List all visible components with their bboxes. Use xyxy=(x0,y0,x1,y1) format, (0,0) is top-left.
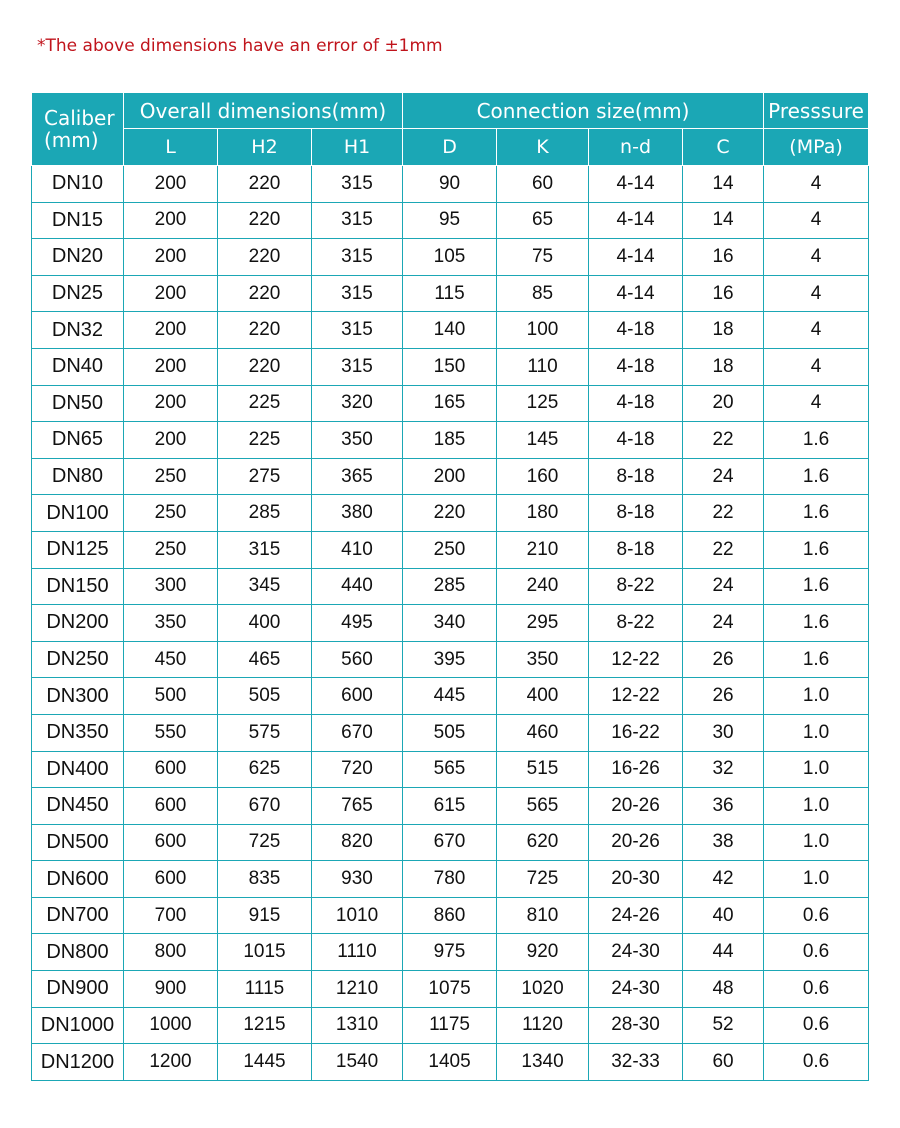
cell-l: 500 xyxy=(124,678,218,715)
cell-d: 615 xyxy=(403,788,497,825)
cell-c: 14 xyxy=(683,202,764,239)
cell-k: 460 xyxy=(497,714,589,751)
cell-h2: 220 xyxy=(218,239,312,276)
cell-n-d: 4-18 xyxy=(589,422,683,459)
cell-k: 85 xyxy=(497,275,589,312)
cell-h2: 220 xyxy=(218,166,312,203)
cell-d: 200 xyxy=(403,458,497,495)
cell-l: 600 xyxy=(124,861,218,898)
cell-n-d: 20-26 xyxy=(589,788,683,825)
col-header-h1: H1 xyxy=(312,129,403,166)
cell-n-d: 32-33 xyxy=(589,1044,683,1081)
cell-l: 800 xyxy=(124,934,218,971)
table-row xyxy=(32,275,869,312)
cell-d: 250 xyxy=(403,531,497,568)
cell-h1: 1210 xyxy=(312,971,403,1008)
cell-l: 450 xyxy=(124,641,218,678)
cell-k: 725 xyxy=(497,861,589,898)
cell-k: 145 xyxy=(497,422,589,459)
cell-h1: 1110 xyxy=(312,934,403,971)
cell-pressure: 4 xyxy=(764,348,869,385)
cell-caliber: DN150 xyxy=(32,568,124,605)
cell-l: 250 xyxy=(124,458,218,495)
caliber-header: Caliber (mm) xyxy=(32,93,124,166)
cell-d: 185 xyxy=(403,422,497,459)
cell-k: 1120 xyxy=(497,1007,589,1044)
pressure-unit-header: (MPa) xyxy=(764,129,869,166)
cell-l: 900 xyxy=(124,971,218,1008)
cell-caliber: DN200 xyxy=(32,605,124,642)
cell-n-d: 28-30 xyxy=(589,1007,683,1044)
cell-k: 810 xyxy=(497,897,589,934)
cell-k: 100 xyxy=(497,312,589,349)
table-row xyxy=(32,312,869,349)
cell-h2: 575 xyxy=(218,714,312,751)
cell-k: 210 xyxy=(497,531,589,568)
cell-n-d: 8-18 xyxy=(589,531,683,568)
table-row xyxy=(32,751,869,788)
table-row xyxy=(32,166,869,203)
cell-pressure: 1.0 xyxy=(764,751,869,788)
cell-k: 920 xyxy=(497,934,589,971)
cell-n-d: 4-18 xyxy=(589,312,683,349)
cell-c: 24 xyxy=(683,605,764,642)
col-header-l: L xyxy=(124,129,218,166)
cell-c: 18 xyxy=(683,348,764,385)
cell-n-d: 20-26 xyxy=(589,824,683,861)
col-header-n-d: n-d xyxy=(589,129,683,166)
cell-n-d: 4-18 xyxy=(589,348,683,385)
cell-caliber: DN1000 xyxy=(32,1007,124,1044)
cell-h2: 220 xyxy=(218,348,312,385)
cell-c: 18 xyxy=(683,312,764,349)
cell-l: 200 xyxy=(124,239,218,276)
cell-c: 44 xyxy=(683,934,764,971)
cell-h1: 670 xyxy=(312,714,403,751)
cell-pressure: 0.6 xyxy=(764,1044,869,1081)
table-row xyxy=(32,934,869,971)
cell-d: 670 xyxy=(403,824,497,861)
cell-c: 24 xyxy=(683,568,764,605)
cell-h2: 505 xyxy=(218,678,312,715)
cell-pressure: 4 xyxy=(764,275,869,312)
cell-c: 22 xyxy=(683,422,764,459)
cell-h1: 930 xyxy=(312,861,403,898)
dimension-table xyxy=(31,92,869,1081)
cell-h1: 380 xyxy=(312,495,403,532)
cell-h1: 560 xyxy=(312,641,403,678)
cell-l: 700 xyxy=(124,897,218,934)
cell-pressure: 1.0 xyxy=(764,678,869,715)
table-row xyxy=(32,897,869,934)
cell-c: 32 xyxy=(683,751,764,788)
cell-caliber: DN32 xyxy=(32,312,124,349)
cell-d: 860 xyxy=(403,897,497,934)
cell-c: 52 xyxy=(683,1007,764,1044)
cell-caliber: DN400 xyxy=(32,751,124,788)
cell-k: 110 xyxy=(497,348,589,385)
table-row xyxy=(32,495,869,532)
cell-caliber: DN700 xyxy=(32,897,124,934)
cell-pressure: 0.6 xyxy=(764,971,869,1008)
cell-k: 180 xyxy=(497,495,589,532)
table-row xyxy=(32,348,869,385)
cell-l: 250 xyxy=(124,531,218,568)
error-note: *The above dimensions have an error of ±1mm xyxy=(37,36,443,56)
cell-pressure: 1.6 xyxy=(764,568,869,605)
cell-pressure: 1.0 xyxy=(764,714,869,751)
cell-l: 200 xyxy=(124,422,218,459)
cell-d: 340 xyxy=(403,605,497,642)
table-row xyxy=(32,641,869,678)
cell-caliber: DN500 xyxy=(32,824,124,861)
cell-d: 140 xyxy=(403,312,497,349)
cell-h2: 1015 xyxy=(218,934,312,971)
cell-h2: 220 xyxy=(218,312,312,349)
cell-pressure: 0.6 xyxy=(764,1007,869,1044)
cell-h2: 220 xyxy=(218,275,312,312)
cell-d: 395 xyxy=(403,641,497,678)
cell-pressure: 4 xyxy=(764,239,869,276)
cell-d: 90 xyxy=(403,166,497,203)
cell-k: 565 xyxy=(497,788,589,825)
cell-l: 200 xyxy=(124,166,218,203)
cell-h1: 315 xyxy=(312,239,403,276)
cell-k: 620 xyxy=(497,824,589,861)
cell-c: 26 xyxy=(683,641,764,678)
cell-pressure: 1.6 xyxy=(764,422,869,459)
cell-k: 125 xyxy=(497,385,589,422)
cell-l: 300 xyxy=(124,568,218,605)
table-row xyxy=(32,202,869,239)
cell-c: 60 xyxy=(683,1044,764,1081)
cell-k: 1340 xyxy=(497,1044,589,1081)
cell-l: 250 xyxy=(124,495,218,532)
cell-d: 780 xyxy=(403,861,497,898)
cell-h1: 315 xyxy=(312,348,403,385)
cell-k: 75 xyxy=(497,239,589,276)
cell-pressure: 0.6 xyxy=(764,897,869,934)
table-body xyxy=(32,166,869,1081)
cell-d: 150 xyxy=(403,348,497,385)
cell-caliber: DN20 xyxy=(32,239,124,276)
cell-d: 1405 xyxy=(403,1044,497,1081)
cell-h1: 765 xyxy=(312,788,403,825)
cell-l: 600 xyxy=(124,788,218,825)
cell-k: 240 xyxy=(497,568,589,605)
table-row xyxy=(32,239,869,276)
cell-h1: 1310 xyxy=(312,1007,403,1044)
cell-h2: 220 xyxy=(218,202,312,239)
cell-pressure: 1.6 xyxy=(764,605,869,642)
cell-n-d: 24-30 xyxy=(589,971,683,1008)
col-header-c: C xyxy=(683,129,764,166)
cell-n-d: 4-14 xyxy=(589,166,683,203)
cell-pressure: 4 xyxy=(764,166,869,203)
pressure-header: Presssure xyxy=(764,93,869,129)
table-row xyxy=(32,714,869,751)
col-header-h2: H2 xyxy=(218,129,312,166)
connection-size-header: Connection size(mm) xyxy=(403,93,764,129)
cell-h1: 1010 xyxy=(312,897,403,934)
cell-n-d: 8-22 xyxy=(589,605,683,642)
table-row xyxy=(32,861,869,898)
cell-k: 160 xyxy=(497,458,589,495)
cell-caliber: DN100 xyxy=(32,495,124,532)
cell-n-d: 4-14 xyxy=(589,275,683,312)
cell-d: 220 xyxy=(403,495,497,532)
cell-c: 30 xyxy=(683,714,764,751)
cell-d: 115 xyxy=(403,275,497,312)
cell-h1: 440 xyxy=(312,568,403,605)
cell-c: 42 xyxy=(683,861,764,898)
cell-h1: 495 xyxy=(312,605,403,642)
cell-caliber: DN15 xyxy=(32,202,124,239)
cell-l: 200 xyxy=(124,275,218,312)
cell-k: 400 xyxy=(497,678,589,715)
cell-h2: 835 xyxy=(218,861,312,898)
table-row xyxy=(32,824,869,861)
cell-l: 600 xyxy=(124,751,218,788)
cell-h2: 400 xyxy=(218,605,312,642)
cell-c: 20 xyxy=(683,385,764,422)
cell-c: 38 xyxy=(683,824,764,861)
cell-h2: 1445 xyxy=(218,1044,312,1081)
cell-pressure: 0.6 xyxy=(764,934,869,971)
cell-n-d: 16-26 xyxy=(589,751,683,788)
cell-caliber: DN10 xyxy=(32,166,124,203)
cell-d: 95 xyxy=(403,202,497,239)
cell-caliber: DN600 xyxy=(32,861,124,898)
cell-pressure: 1.6 xyxy=(764,495,869,532)
cell-l: 1200 xyxy=(124,1044,218,1081)
cell-h1: 1540 xyxy=(312,1044,403,1081)
overall-dimensions-header: Overall dimensions(mm) xyxy=(124,93,403,129)
cell-c: 40 xyxy=(683,897,764,934)
cell-pressure: 1.0 xyxy=(764,788,869,825)
table-row xyxy=(32,1007,869,1044)
cell-l: 600 xyxy=(124,824,218,861)
cell-h1: 820 xyxy=(312,824,403,861)
cell-h1: 320 xyxy=(312,385,403,422)
table-row xyxy=(32,568,869,605)
cell-c: 16 xyxy=(683,239,764,276)
cell-pressure: 1.0 xyxy=(764,824,869,861)
cell-h1: 315 xyxy=(312,166,403,203)
cell-n-d: 20-30 xyxy=(589,861,683,898)
cell-h1: 720 xyxy=(312,751,403,788)
cell-h2: 1215 xyxy=(218,1007,312,1044)
cell-pressure: 4 xyxy=(764,202,869,239)
cell-h2: 725 xyxy=(218,824,312,861)
table-row xyxy=(32,788,869,825)
cell-l: 200 xyxy=(124,312,218,349)
cell-caliber: DN80 xyxy=(32,458,124,495)
cell-caliber: DN800 xyxy=(32,934,124,971)
cell-n-d: 24-30 xyxy=(589,934,683,971)
cell-l: 200 xyxy=(124,202,218,239)
cell-n-d: 8-18 xyxy=(589,495,683,532)
cell-pressure: 1.6 xyxy=(764,641,869,678)
cell-pressure: 4 xyxy=(764,312,869,349)
cell-c: 24 xyxy=(683,458,764,495)
cell-n-d: 4-18 xyxy=(589,385,683,422)
cell-n-d: 24-26 xyxy=(589,897,683,934)
cell-h1: 600 xyxy=(312,678,403,715)
cell-c: 36 xyxy=(683,788,764,825)
cell-h1: 350 xyxy=(312,422,403,459)
cell-h1: 365 xyxy=(312,458,403,495)
cell-d: 165 xyxy=(403,385,497,422)
cell-d: 105 xyxy=(403,239,497,276)
cell-n-d: 12-22 xyxy=(589,678,683,715)
cell-d: 285 xyxy=(403,568,497,605)
cell-h2: 225 xyxy=(218,385,312,422)
cell-pressure: 1.0 xyxy=(764,861,869,898)
cell-k: 350 xyxy=(497,641,589,678)
cell-caliber: DN1200 xyxy=(32,1044,124,1081)
cell-d: 1175 xyxy=(403,1007,497,1044)
cell-c: 22 xyxy=(683,531,764,568)
cell-c: 22 xyxy=(683,495,764,532)
cell-h1: 315 xyxy=(312,202,403,239)
table-row xyxy=(32,1044,869,1081)
cell-n-d: 8-18 xyxy=(589,458,683,495)
cell-k: 1020 xyxy=(497,971,589,1008)
cell-d: 445 xyxy=(403,678,497,715)
cell-h2: 315 xyxy=(218,531,312,568)
cell-h2: 625 xyxy=(218,751,312,788)
cell-h2: 670 xyxy=(218,788,312,825)
cell-l: 550 xyxy=(124,714,218,751)
cell-h1: 315 xyxy=(312,312,403,349)
cell-l: 1000 xyxy=(124,1007,218,1044)
table-row xyxy=(32,531,869,568)
cell-pressure: 1.6 xyxy=(764,531,869,568)
cell-h1: 410 xyxy=(312,531,403,568)
table-row xyxy=(32,385,869,422)
cell-d: 975 xyxy=(403,934,497,971)
cell-caliber: DN40 xyxy=(32,348,124,385)
cell-caliber: DN50 xyxy=(32,385,124,422)
cell-c: 14 xyxy=(683,166,764,203)
cell-k: 65 xyxy=(497,202,589,239)
table-row xyxy=(32,971,869,1008)
cell-h2: 465 xyxy=(218,641,312,678)
cell-h2: 275 xyxy=(218,458,312,495)
cell-h2: 915 xyxy=(218,897,312,934)
cell-d: 505 xyxy=(403,714,497,751)
cell-h2: 1115 xyxy=(218,971,312,1008)
cell-caliber: DN125 xyxy=(32,531,124,568)
cell-n-d: 4-14 xyxy=(589,202,683,239)
cell-c: 48 xyxy=(683,971,764,1008)
col-header-k: K xyxy=(497,129,589,166)
cell-caliber: DN900 xyxy=(32,971,124,1008)
table-row xyxy=(32,422,869,459)
cell-h2: 285 xyxy=(218,495,312,532)
cell-k: 295 xyxy=(497,605,589,642)
cell-n-d: 12-22 xyxy=(589,641,683,678)
cell-h1: 315 xyxy=(312,275,403,312)
cell-l: 350 xyxy=(124,605,218,642)
cell-caliber: DN300 xyxy=(32,678,124,715)
cell-l: 200 xyxy=(124,385,218,422)
cell-caliber: DN25 xyxy=(32,275,124,312)
cell-caliber: DN350 xyxy=(32,714,124,751)
table-row xyxy=(32,458,869,495)
cell-l: 200 xyxy=(124,348,218,385)
cell-d: 1075 xyxy=(403,971,497,1008)
table-row xyxy=(32,678,869,715)
cell-c: 26 xyxy=(683,678,764,715)
cell-caliber: DN450 xyxy=(32,788,124,825)
cell-h2: 225 xyxy=(218,422,312,459)
cell-n-d: 4-14 xyxy=(589,239,683,276)
cell-pressure: 4 xyxy=(764,385,869,422)
table-row xyxy=(32,605,869,642)
cell-pressure: 1.6 xyxy=(764,458,869,495)
cell-c: 16 xyxy=(683,275,764,312)
cell-n-d: 8-22 xyxy=(589,568,683,605)
cell-d: 565 xyxy=(403,751,497,788)
cell-k: 515 xyxy=(497,751,589,788)
cell-h2: 345 xyxy=(218,568,312,605)
cell-k: 60 xyxy=(497,166,589,203)
cell-caliber: DN250 xyxy=(32,641,124,678)
cell-caliber: DN65 xyxy=(32,422,124,459)
col-header-d: D xyxy=(403,129,497,166)
cell-n-d: 16-22 xyxy=(589,714,683,751)
